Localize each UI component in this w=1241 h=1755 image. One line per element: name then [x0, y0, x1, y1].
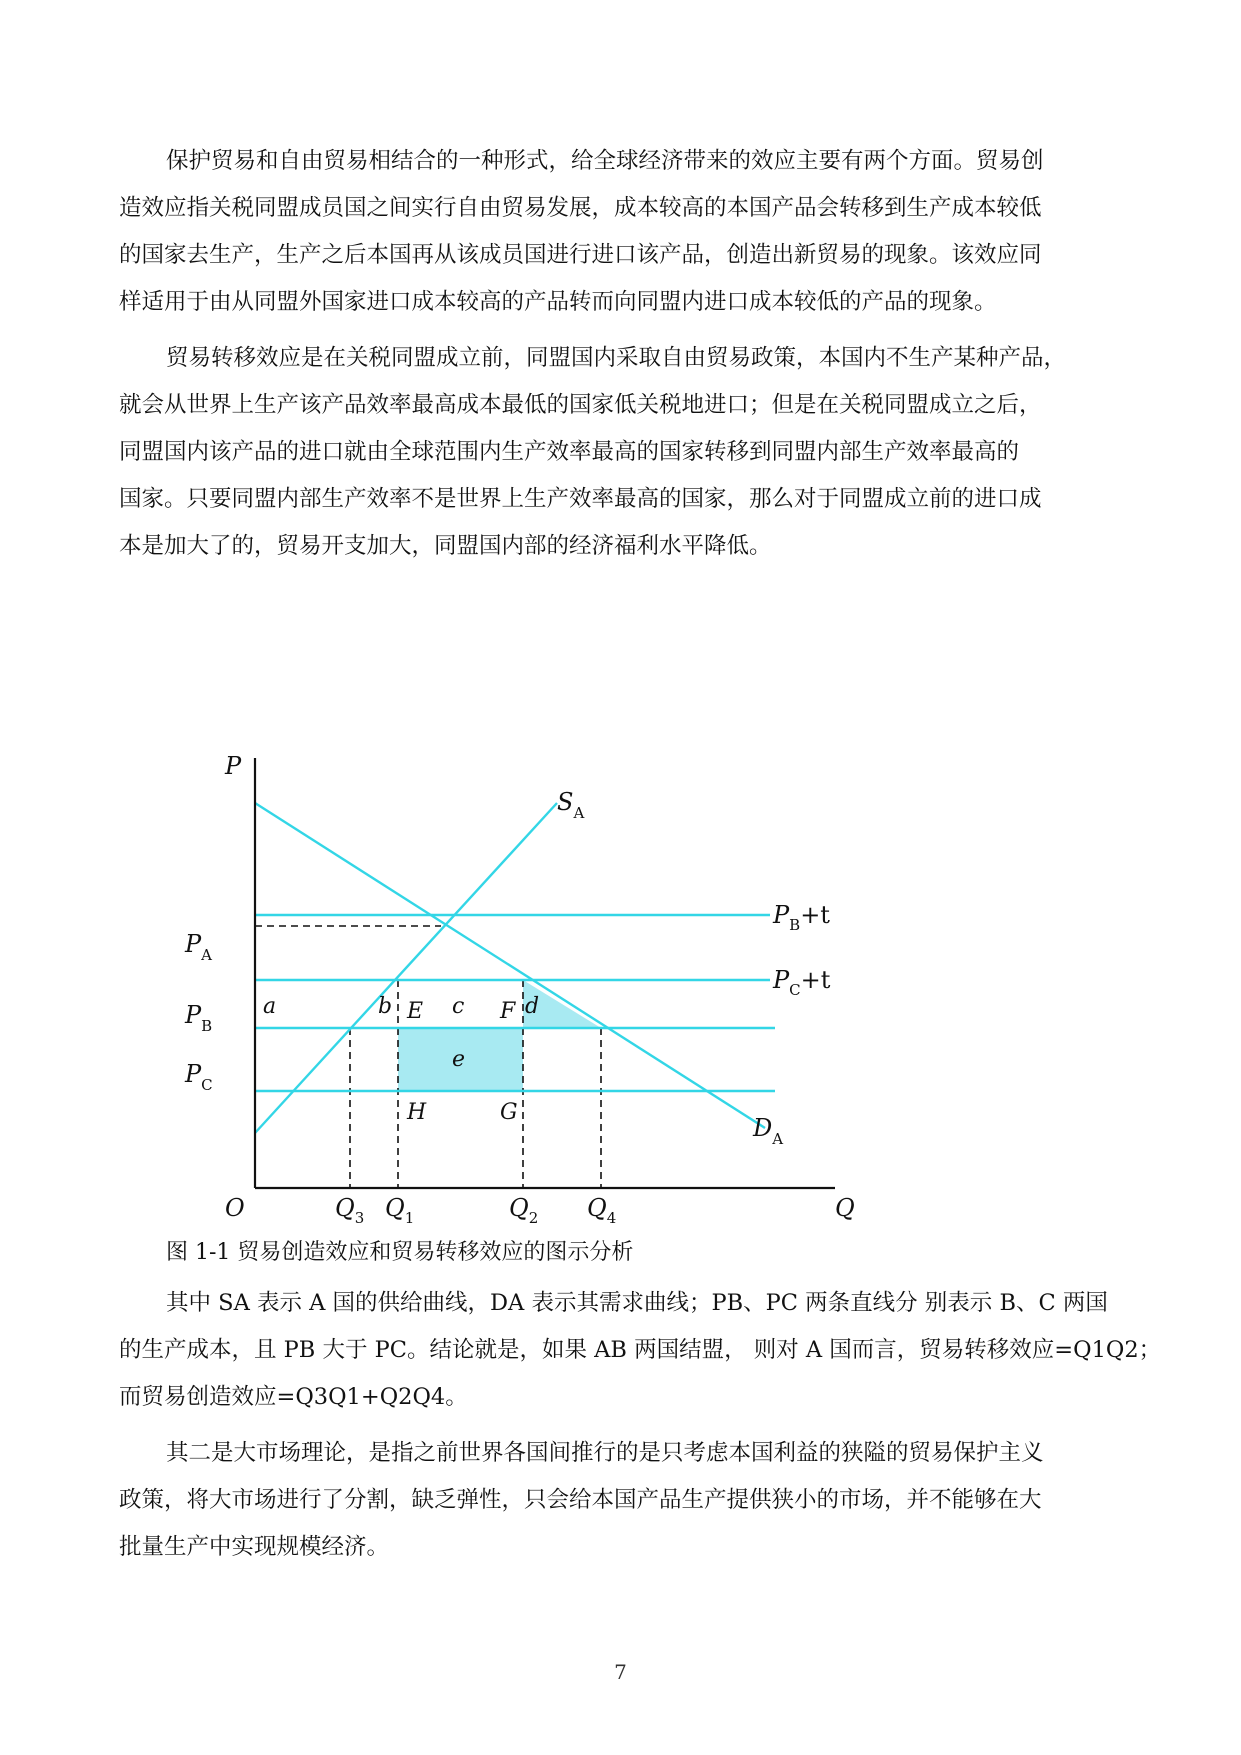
q2-label: $Q_2$ — [509, 1194, 539, 1227]
paragraph-line: 造效应指关税同盟成员国之间实行自由贸易发展，成本较高的本国产品会转移到生产成本较低 — [119, 195, 1042, 221]
paragraph-2 — [119, 335, 1149, 570]
paragraph-line: 样适用于由从同盟外国家进口成本较高的产品转而向同盟内进口成本较低的产品的现象。 — [119, 289, 997, 315]
paragraph-line: 本是加大了的，贸易开支加大，同盟国内部的经济福利水平降低。 — [119, 533, 772, 559]
supply-curve-label: $S_A$ — [557, 788, 585, 822]
paragraph-line: 其中 SA 表示 A 国的供给曲线，DA 表示其需求曲线；PB、PC 两条直线分 别表示 B、C 两国 — [166, 1290, 1108, 1316]
region-c-label: c — [452, 994, 465, 1019]
region-e-label: e — [452, 1047, 466, 1072]
region-b-label: b — [378, 994, 393, 1019]
pb-label: $P_B$ — [185, 1001, 213, 1035]
paragraph-line: 政策，将大市场进行了分割，缺乏弹性，只会给本国产品生产提供狭小的市场，并不能够在大 — [119, 1487, 1042, 1513]
paragraph-line: 其二是大市场理论，是指之前世界各国间推行的是只考虑本国利益的狭隘的贸易保护主义 — [166, 1440, 1044, 1466]
point-f-label: F — [500, 999, 516, 1024]
paragraph-line: 而贸易创造效应=Q3Q1+Q2Q4。 — [119, 1384, 468, 1410]
x-axis-label: Q — [835, 1194, 855, 1222]
axes — [255, 758, 835, 1188]
pa-label: $P_A$ — [185, 930, 212, 964]
pc-label: $P_C$ — [185, 1060, 213, 1094]
paragraph-line: 保护贸易和自由贸易相结合的一种形式，给全球经济带来的效应主要有两个方面。贸易创 — [166, 148, 1044, 174]
paragraph-line: 的国家去生产，生产之后本国再从该成员国进行进口该产品，创造出新贸易的现象。该效应同 — [119, 242, 1042, 268]
trade-effect-diagram — [185, 748, 870, 1228]
point-g-label: G — [500, 1100, 518, 1125]
paragraph-line: 国家。只要同盟内部生产效率不是世界上生产效率最高的国家，那么对于同盟成立前的进口成 — [119, 486, 1042, 512]
origin-label: O — [225, 1194, 245, 1222]
pb-t-label: $P_B+t$ — [773, 901, 830, 934]
paragraph-line: 批量生产中实现规模经济。 — [119, 1534, 390, 1560]
region-d-label: d — [525, 994, 540, 1019]
paragraph-line: 的生产成本，且 PB 大于 PC。结论就是，如果 AB 两国结盟， 则对 A 国而言，贸易转移效应=Q1Q2； — [119, 1337, 1162, 1363]
region-a-label: a — [263, 994, 277, 1019]
point-h-label: H — [407, 1100, 427, 1125]
demand-curve-label: $D_A$ — [753, 1114, 784, 1148]
page-number: 7 — [614, 1660, 627, 1684]
paragraph-line: 就会从世界上生产该产品效率最高成本最低的国家低关税地进口；但是在关税同盟成立之后， — [119, 392, 1042, 418]
q3-label: $Q_3$ — [335, 1194, 365, 1227]
paragraph-line: 同盟国内该产品的进口就由全球范围内生产效率最高的国家转移到同盟内部生产效率最高的 — [119, 439, 1020, 465]
y-axis-label: P — [225, 752, 242, 780]
q1-label: $Q_1$ — [385, 1194, 415, 1227]
pc-t-label: $P_C+t$ — [773, 966, 831, 999]
paragraph-1 — [119, 138, 1149, 326]
point-e-label: E — [407, 999, 424, 1024]
paragraph-3 — [119, 1280, 1162, 1421]
paragraph-line: 贸易转移效应是在关税同盟成立前，同盟国内采取自由贸易政策，本国内不生产某种产品， — [166, 345, 1067, 371]
figure-caption: 图 1-1 贸易创造效应和贸易转移效应的图示分析 — [166, 1240, 634, 1265]
q4-label: $Q_4$ — [587, 1194, 617, 1227]
paragraph-4 — [119, 1430, 1149, 1571]
